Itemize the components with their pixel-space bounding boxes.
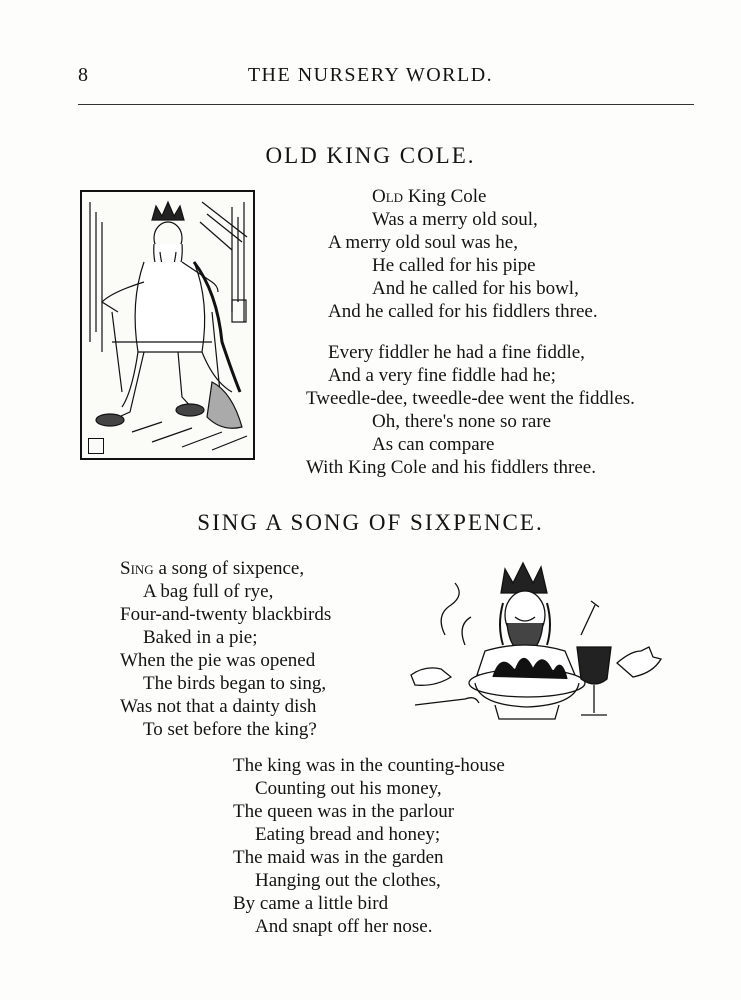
page-number: 8 bbox=[78, 64, 88, 86]
drop-word: Old bbox=[372, 186, 404, 207]
king-pie-illustration bbox=[405, 555, 667, 731]
poem1-line-11: As can compare bbox=[372, 434, 495, 455]
poem1-line-7: Every fiddler he had a fine fiddle, bbox=[328, 342, 585, 363]
header-rule bbox=[78, 104, 694, 105]
poem1-line-4: He called for his pipe bbox=[372, 255, 536, 276]
poem1-line-3: A merry old soul was he, bbox=[328, 232, 518, 253]
poem2-line-3: Four-and-twenty blackbirds bbox=[120, 604, 332, 625]
monogram-seal bbox=[88, 438, 104, 454]
poem2-line-4: Baked in a pie; bbox=[143, 627, 258, 648]
poem2-line-2: A bag full of rye, bbox=[143, 581, 274, 602]
poem1-line-1: Old King Cole bbox=[372, 186, 487, 207]
poem2-line-7: Was not that a dainty dish bbox=[120, 696, 317, 717]
poem2-line-8: To set before the king? bbox=[143, 719, 317, 740]
poem2-line-5: When the pie was opened bbox=[120, 650, 316, 671]
king-pie-drawing bbox=[405, 555, 667, 731]
poem1-line-12: With King Cole and his fiddlers three. bbox=[306, 457, 596, 478]
poem1-line-5: And he called for his bowl, bbox=[372, 278, 579, 299]
king-cole-drawing bbox=[82, 192, 253, 458]
running-head: THE NURSERY WORLD. bbox=[247, 64, 494, 86]
poem2-line-9: The king was in the counting-house bbox=[233, 755, 505, 776]
poem-title-sing-a-song: SING A SONG OF SIXPENCE. bbox=[197, 510, 544, 535]
poem-title-old-king-cole: OLD KING COLE. bbox=[265, 143, 476, 168]
poem2-line-11: The queen was in the parlour bbox=[233, 801, 455, 822]
poem2-line-15: By came a little bird bbox=[233, 893, 389, 914]
poem1-line-8: And a very fine fiddle had he; bbox=[328, 365, 556, 386]
poem2-line-6: The birds began to sing, bbox=[143, 673, 327, 694]
king-cole-illustration bbox=[80, 190, 255, 460]
poem2-line-12: Eating bread and honey; bbox=[255, 824, 441, 845]
poem2-line-16: And snapt off her nose. bbox=[255, 916, 433, 937]
poem1-line-9: Tweedle-dee, tweedle-dee went the fiddles. bbox=[306, 388, 635, 409]
poem1-line-2: Was a merry old soul, bbox=[372, 209, 538, 230]
poem1-line-10: Oh, there's none so rare bbox=[372, 411, 552, 432]
poem1-line-6: And he called for his fiddlers three. bbox=[328, 301, 598, 322]
poem2-line-13: The maid was in the garden bbox=[233, 847, 444, 868]
poem2-line-14: Hanging out the clothes, bbox=[255, 870, 441, 891]
drop-word: Sing bbox=[120, 558, 154, 579]
poem2-line-10: Counting out his money, bbox=[255, 778, 442, 799]
poem2-line-1: Sing a song of sixpence, bbox=[120, 558, 305, 579]
